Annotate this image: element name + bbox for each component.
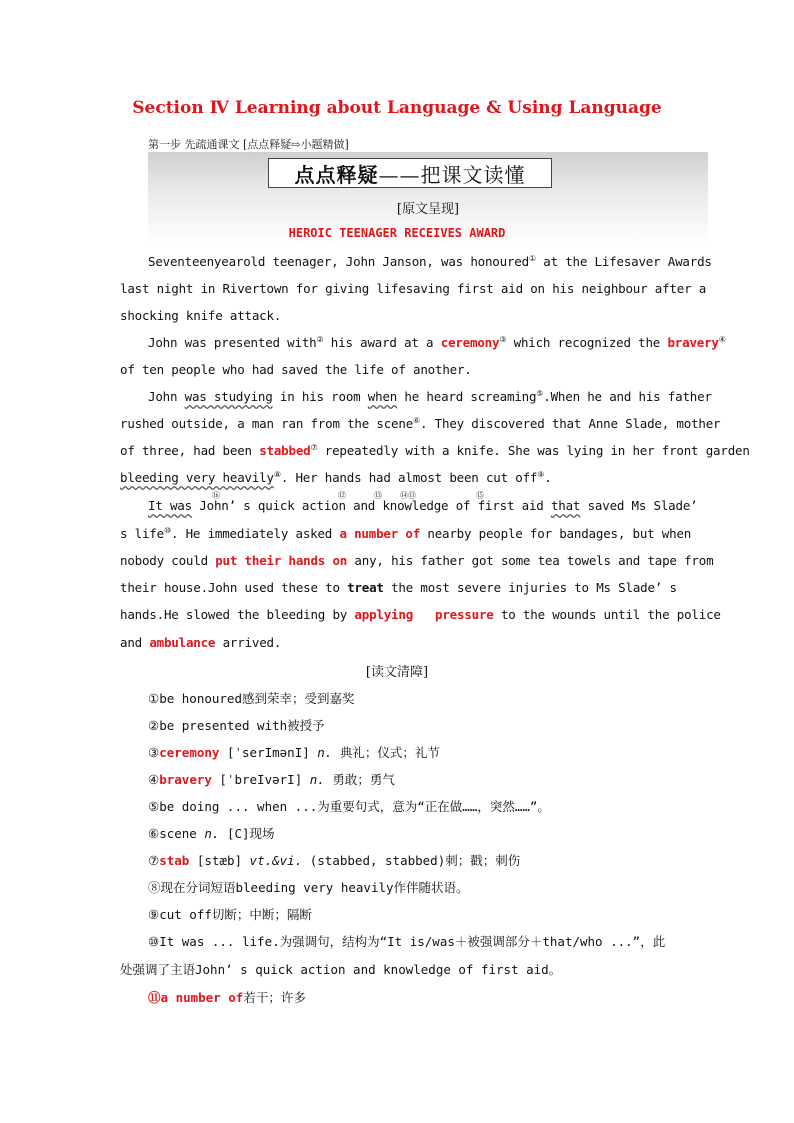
text: the most severe injuries to Ms Slade’ s: [383, 580, 677, 595]
original-label: [原文呈现]: [396, 202, 460, 217]
note-marker: ⑨: [537, 470, 545, 479]
text: Seventeenyearold teenager, John Janson, was honoured: [148, 254, 529, 270]
p3-line2: [120, 416, 720, 431]
text: nearby people for bandages, but when: [420, 526, 692, 542]
note-6: [148, 824, 275, 842]
text: .When he and his father: [543, 389, 712, 405]
note-number: ③: [148, 745, 160, 760]
phonetic: [ˈserImənI]: [219, 745, 318, 760]
meaning: 勇敢；勇气: [324, 772, 395, 787]
note-2: ②be presented with被授予: [148, 718, 325, 733]
underlined-it-was: It was: [148, 498, 192, 513]
note-marker: ②: [316, 335, 324, 344]
note-9: ⑨cut off切断；中断；隔断: [148, 907, 312, 922]
p4-line2: [120, 526, 720, 541]
p2-line2: of ten people who had saved the life of another.: [120, 362, 472, 377]
p1-line1: [148, 254, 748, 269]
keyword-bravery: bravery: [667, 335, 719, 351]
note-marker: ①: [528, 254, 536, 263]
note-marker: ⑩: [163, 526, 171, 535]
text: ⑥scene: [148, 826, 205, 841]
note-8: ⑧现在分词短语bleeding very heavily作伴随状语。: [148, 880, 469, 895]
keyword-put-hands-on: put their hands on: [215, 553, 348, 568]
note-5: ⑤be doing ... when ...为重要句式，意为“正在做……，突然……”。: [148, 799, 550, 814]
text: (stabbed, stabbed)刺；戳；刺伤: [302, 853, 521, 868]
text: arrived.: [215, 635, 282, 650]
text: . Her hands had almost been cut off: [280, 470, 538, 486]
phonetic: [stæb]: [189, 853, 250, 868]
text: . They discovered that Anne Slade, mother: [420, 416, 721, 432]
step-line: 第一步 先疏通课文 [点点释疑⇨小题精做]: [148, 138, 349, 151]
underlined-that: that: [550, 498, 581, 513]
text: at the Lifesaver Awards: [535, 254, 712, 270]
phonetic: [ˈbreIvərI]: [211, 772, 310, 787]
text: repeatedly with a knife. She was lying in her front garden: [317, 443, 750, 459]
text: rushed outside, a man ran from the scene: [120, 416, 414, 432]
note-10-cont: 处强调了主语John’ s quick action and knowledge of first aid。: [120, 962, 562, 977]
note-marker: ⑥: [413, 416, 421, 425]
underlined-when: when: [367, 389, 398, 405]
text: saved Ms Slade’: [580, 498, 698, 513]
note-marker: ⑮: [476, 491, 484, 500]
text: his award at a: [323, 335, 441, 351]
note-word: ceremony: [159, 745, 220, 760]
text: he heard screaming: [397, 389, 537, 405]
note-4: [148, 770, 395, 788]
note-marker: ⑬: [374, 491, 382, 500]
text: s life: [120, 526, 164, 542]
p4-line5: [120, 607, 720, 622]
part-of-speech: vt.&vi.: [249, 853, 303, 868]
page-title: Section Ⅳ Learning about Language & Using Language: [132, 98, 662, 118]
banner-box: [268, 158, 552, 188]
text: in his room: [272, 389, 368, 405]
p4-line3: [120, 553, 720, 568]
part-of-speech: n.: [317, 745, 333, 760]
note-marker: ⑧: [273, 470, 281, 479]
part-of-speech: n.: [309, 772, 325, 787]
note-number: ⑦: [148, 853, 160, 868]
note-marker: ⑭⑪: [400, 491, 416, 500]
text: John: [191, 498, 229, 513]
keyword-applying: applying: [354, 607, 414, 622]
p3-line4: [120, 470, 720, 485]
note-1: ①be honoured感到荣幸；受到嘉奖: [148, 691, 355, 706]
p4-line1: [148, 498, 748, 513]
text: and: [120, 635, 150, 650]
note-marker: ⑦: [310, 443, 318, 452]
note-marker: ④: [718, 335, 726, 344]
note-marker: ⑯: [212, 491, 220, 500]
keyword-pressure: pressure: [435, 607, 494, 622]
text: of three, had been: [120, 443, 260, 459]
text: their house.John used these to: [120, 580, 348, 595]
p1-line2: last night in Rivertown for giving lifesaving first aid on his neighbour after a: [120, 281, 707, 296]
text: which recognized the: [506, 335, 668, 351]
text: [C]现场: [219, 826, 275, 841]
text: nobody could: [120, 553, 216, 568]
p1-line3: shocking knife attack.: [120, 308, 282, 323]
note-marker: ⑫: [338, 491, 346, 500]
note-3: [148, 743, 440, 761]
banner-right: ——把课文读懂: [378, 162, 526, 187]
keyword-ambulance: ambulance: [149, 635, 216, 650]
note-marker: ③: [499, 335, 507, 344]
text: .: [544, 470, 552, 486]
text: . He immediately asked: [170, 526, 340, 542]
note-word: stab: [159, 853, 190, 868]
meaning: 典礼；仪式；礼节: [332, 745, 440, 760]
text: hands.He slowed the bleeding by: [120, 607, 355, 622]
keyword-stabbed: stabbed: [259, 443, 311, 459]
keyword-treat: treat: [347, 580, 384, 595]
p2-line1: [148, 335, 748, 350]
keyword-a-number-of: a number of: [339, 526, 421, 542]
note-11: [148, 988, 306, 1006]
p4-line6: [120, 635, 720, 650]
text: John was presented with: [148, 335, 317, 351]
note-number: ⑪: [148, 990, 161, 1005]
notes-label: [读文清障]: [365, 665, 429, 680]
keyword-ceremony: ceremony: [440, 335, 500, 351]
text: to the wounds until the police: [493, 607, 721, 622]
note-word: a number of: [160, 990, 244, 1005]
part-of-speech: n.: [204, 826, 220, 841]
note-7: [148, 851, 520, 869]
note-number: ④: [148, 772, 160, 787]
p3-line3: [120, 443, 750, 459]
text: John: [148, 389, 185, 405]
text: ’ s quick action: [228, 498, 346, 513]
text: any, his father got some tea towels and tape from: [347, 553, 714, 568]
article-title: HEROIC TEENAGER RECEIVES AWARD: [288, 226, 506, 240]
note-word: bravery: [159, 772, 212, 787]
text: and knowledge of first aid: [345, 498, 551, 513]
p3-line1: [148, 389, 748, 404]
banner-left: 点点释疑: [294, 162, 379, 187]
note-marker: ⑤: [536, 389, 544, 398]
meaning: 若干；许多: [243, 990, 306, 1005]
note-10: ⑩It was ... life.为强调句，结构为“It is/was＋被强调部分＋that/who ...”，此: [148, 934, 666, 949]
underlined-bleeding: bleeding very heavily: [120, 470, 274, 486]
underlined-was-studying: was studying: [184, 389, 273, 405]
p4-line4: [120, 580, 720, 595]
